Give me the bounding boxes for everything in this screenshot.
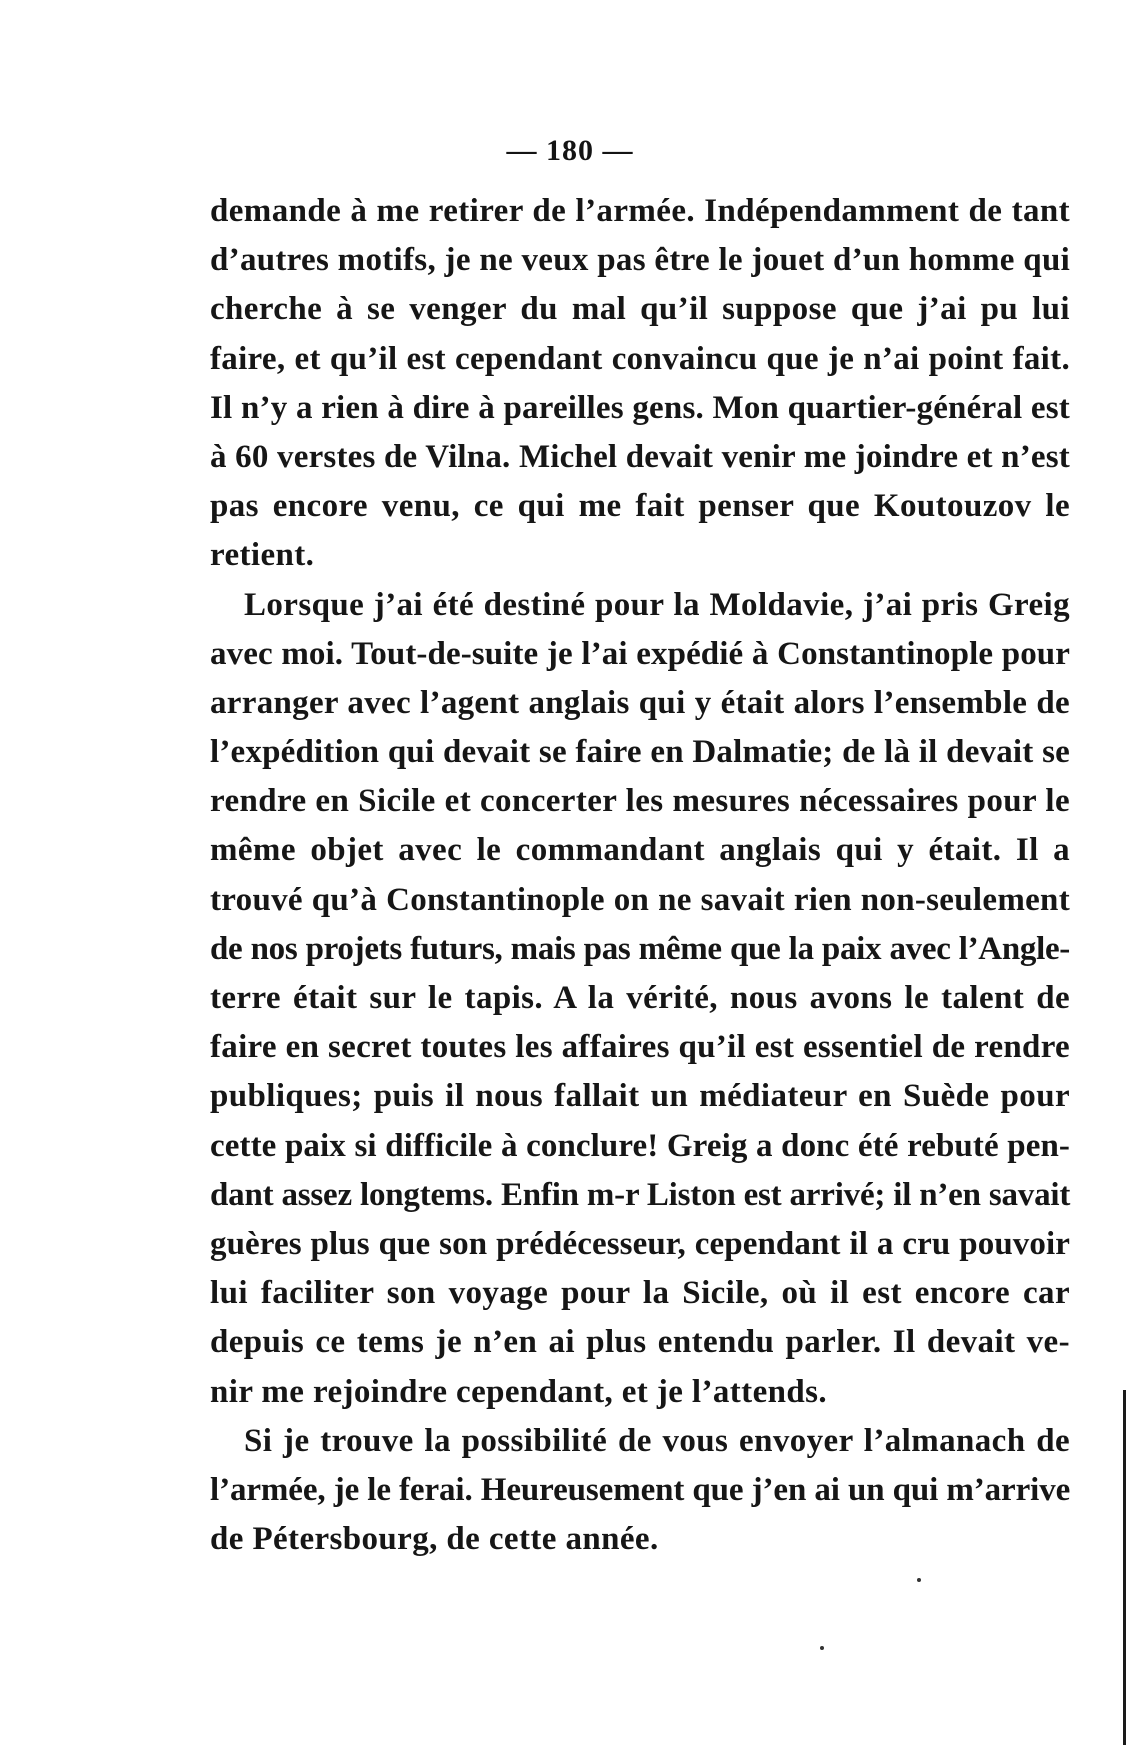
text-line: arranger avec l’agent anglais qui y était alors l’ensemble de	[210, 684, 1070, 721]
text-line: trouvé qu’à Constantinople on ne savait rien non-seulement	[210, 881, 1070, 918]
text-line: de Pétersbourg, de cette année.	[210, 1521, 659, 1558]
text-line: Lorsque j’ai été destiné pour la Moldavie, j’ai pris Greig	[244, 586, 1070, 623]
text-line: lui faciliter son voyage pour la Sicile, où il est encore car	[210, 1275, 1070, 1312]
scan-edge-line	[1123, 1390, 1126, 1745]
text-line: depuis ce tems je n’en ai plus entendu parler. Il devait ve-	[210, 1324, 1070, 1361]
text-line: terre était sur le tapis. A la vérité, nous avons le talent de	[210, 980, 1070, 1016]
text-line: Si je trouve la possibilité de vous envoyer l’almanach de	[244, 1422, 1070, 1459]
text-line: même objet avec le commandant anglais qui y était. Il a	[210, 832, 1070, 869]
text-line: d’autres motifs, je ne veux pas être le jouet d’un homme qui	[210, 242, 1071, 279]
paragraph	[210, 581, 1070, 1417]
text-line: dant assez longtems. Enfin m-r Liston est arrivé; il n’en savait	[210, 1176, 1071, 1213]
text-line: publiques; puis il nous fallait un médiateur en Suède pour	[210, 1078, 1070, 1115]
text-line: pas encore venu, ce qui me fait penser que Koutouzov le	[210, 488, 1070, 525]
scan-speck	[820, 1646, 824, 1650]
text-line: l’armée, je le ferai. Heureusement que j’en ai un qui m’arrive	[210, 1471, 1071, 1508]
text-line: faire en secret toutes les affaires qu’il est essentiel de rendre	[210, 1029, 1070, 1066]
text-line: avec moi. Tout-de-suite je l’ai expédié à Constantinople pour	[210, 635, 1070, 672]
text-line: cherche à se venger du mal qu’il suppose que j’ai pu lui	[210, 291, 1070, 328]
text-line: Il n’y a rien à dire à pareilles gens. Mon quartier-général est	[210, 389, 1070, 426]
text-line: faire, et qu’il est cependant convaincu que je n’ai point fait.	[210, 340, 1070, 377]
body-text	[210, 187, 1070, 1564]
text-line: retient.	[210, 537, 315, 574]
text-line: cette paix si difficile à conclure! Greig a donc été rebuté pen-	[210, 1127, 1070, 1164]
paragraph	[210, 187, 1070, 581]
text-line: guères plus que son prédécesseur, cependant il a cru pouvoir	[210, 1225, 1070, 1262]
page-number: — 180 —	[506, 134, 634, 167]
text-line: l’expédition qui devait se faire en Dalmatie; de là il devait se	[210, 734, 1070, 771]
paragraph	[210, 1417, 1070, 1565]
text-line: nir me rejoindre cependant, et je l’attends.	[210, 1373, 828, 1410]
text-line: demande à me retirer de l’armée. Indépendamment de tant	[210, 193, 1070, 229]
text-line: de nos projets futurs, mais pas même que la paix avec l’Angle-	[210, 930, 1070, 967]
text-line: à 60 verstes de Vilna. Michel devait venir me joindre et n’est	[210, 438, 1070, 475]
text-line: rendre en Sicile et concerter les mesures nécessaires pour le	[210, 783, 1070, 820]
scan-speck	[917, 1578, 921, 1582]
